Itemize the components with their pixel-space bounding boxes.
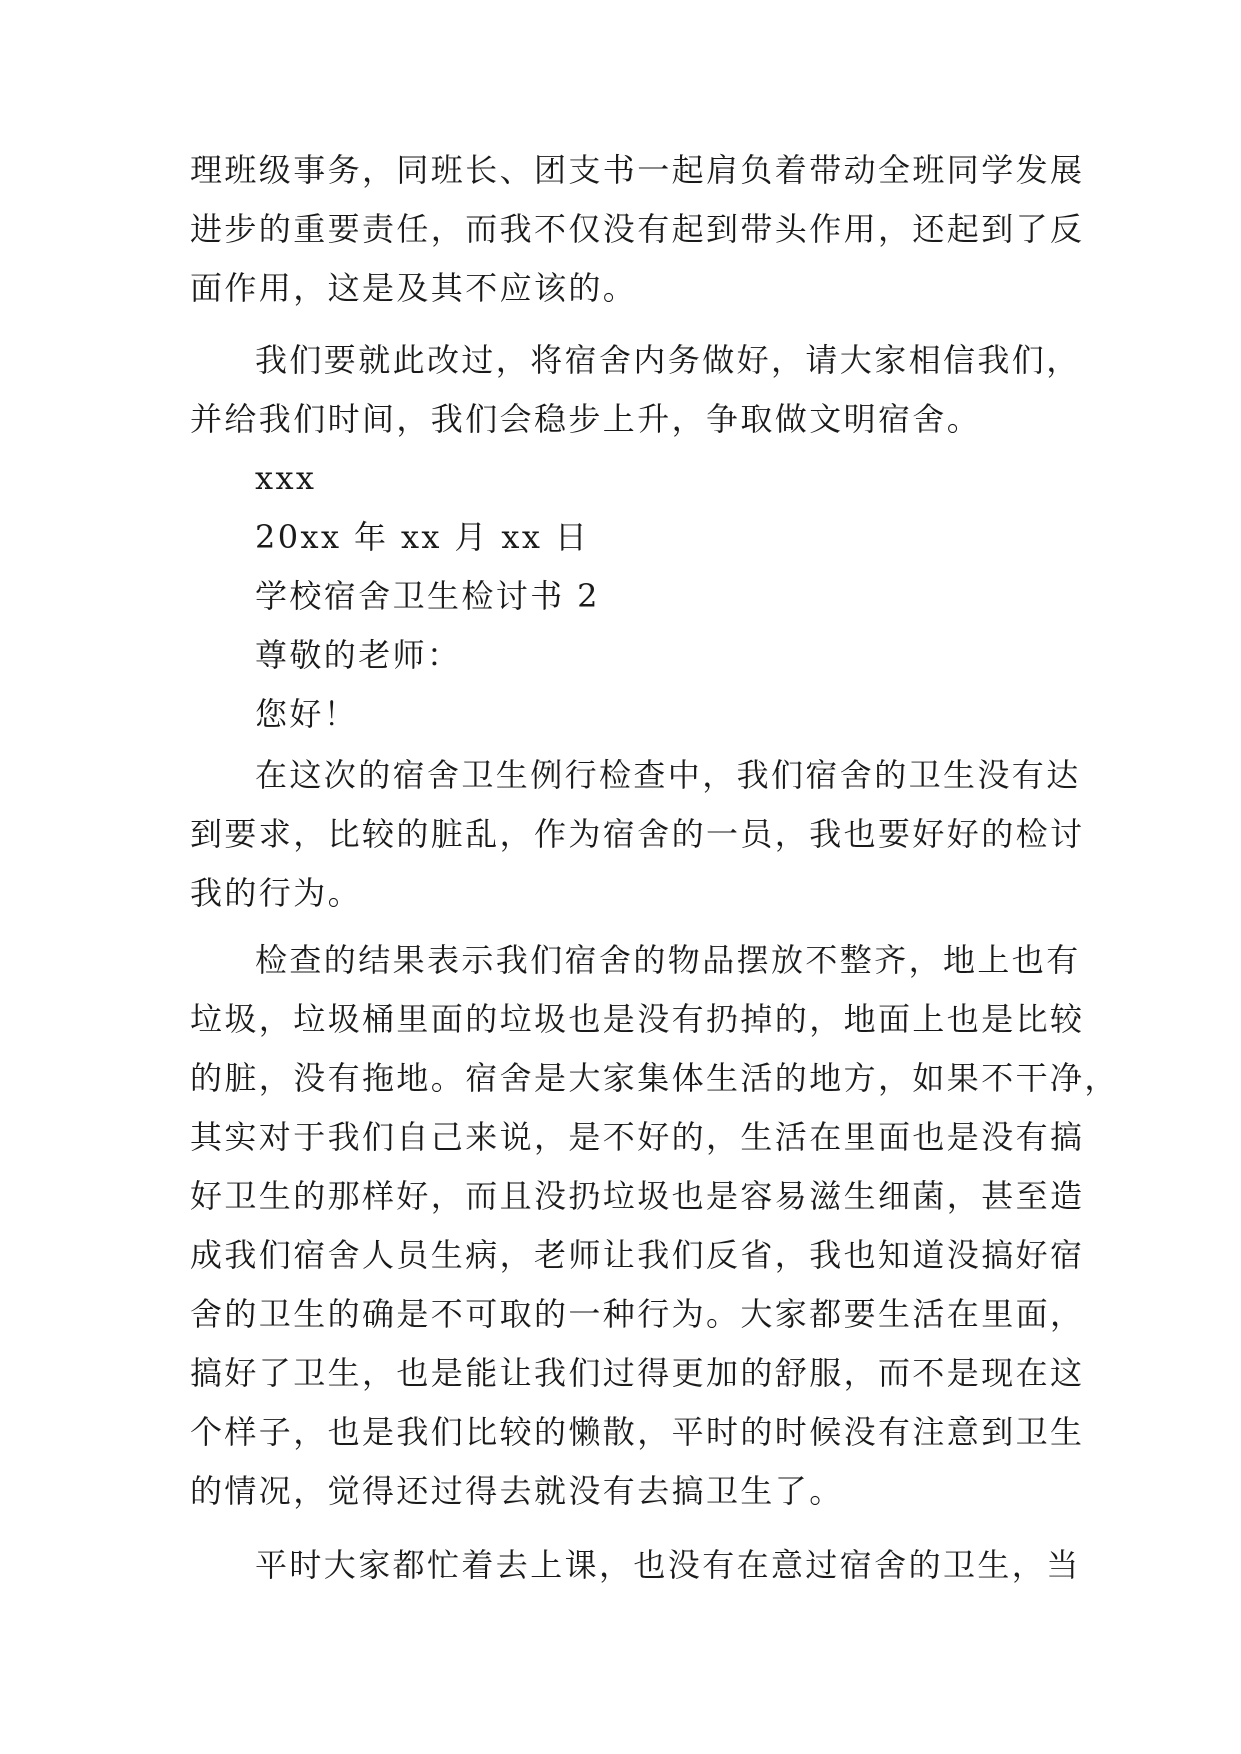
text-line: 在这次的宿舍卫生例行检查中，我们宿舍的卫生没有达 xyxy=(255,756,1081,794)
text-line: 搞好了卫生，也是能让我们过得更加的舒服，而不是现在这 xyxy=(190,1354,1085,1392)
text-line: 并给我们时间，我们会稳步上升，争取做文明宿舍。 xyxy=(190,400,982,438)
section-title: 学校宿舍卫生检讨书 2 xyxy=(255,577,600,615)
text-line: 我的行为。 xyxy=(190,874,363,912)
text-line: 舍的卫生的确是不可取的一种行为。大家都要生活在里面， xyxy=(190,1295,1085,1333)
signature-name: xxx xyxy=(255,459,317,497)
text-line: 垃圾，垃圾桶里面的垃圾也是没有扔掉的，地面上也是比较 xyxy=(190,1000,1085,1038)
text-line: 其实对于我们自己来说，是不好的，生活在里面也是没有搞 xyxy=(190,1118,1085,1156)
text-line: 的情况，觉得还过得去就没有去搞卫生了。 xyxy=(190,1472,844,1510)
text-line: 检查的结果表示我们宿舍的物品摆放不整齐，地上也有 xyxy=(255,941,1081,979)
text-line: 进步的重要责任，而我不仅没有起到带头作用，还起到了反 xyxy=(190,210,1085,248)
text-line: 个样子，也是我们比较的懒散，平时的时候没有注意到卫生 xyxy=(190,1413,1085,1451)
text-line: 到要求，比较的脏乱，作为宿舍的一员，我也要好好的检讨 xyxy=(190,815,1085,853)
text-line: 理班级事务，同班长、团支书一起肩负着带动全班同学发展 xyxy=(190,151,1085,189)
text-line: 面作用，这是及其不应该的。 xyxy=(190,269,638,307)
text-line: 好卫生的那样好，而且没扔垃圾也是容易滋生细菌，甚至造 xyxy=(190,1177,1085,1215)
salutation: 尊敬的老师： xyxy=(255,636,462,674)
signature-date: 20xx 年 xx 月 xx 日 xyxy=(255,518,590,556)
text-line: 的脏，没有拖地。宿舍是大家集体生活的地方，如果不干净， xyxy=(190,1059,1119,1097)
text-line: 我们要就此改过，将宿舍内务做好，请大家相信我们， xyxy=(255,341,1081,379)
text-line: 平时大家都忙着去上课，也没有在意过宿舍的卫生，当 xyxy=(255,1546,1081,1584)
greeting: 您好！ xyxy=(255,695,359,733)
text-line: 成我们宿舍人员生病，老师让我们反省，我也知道没搞好宿 xyxy=(190,1236,1085,1274)
